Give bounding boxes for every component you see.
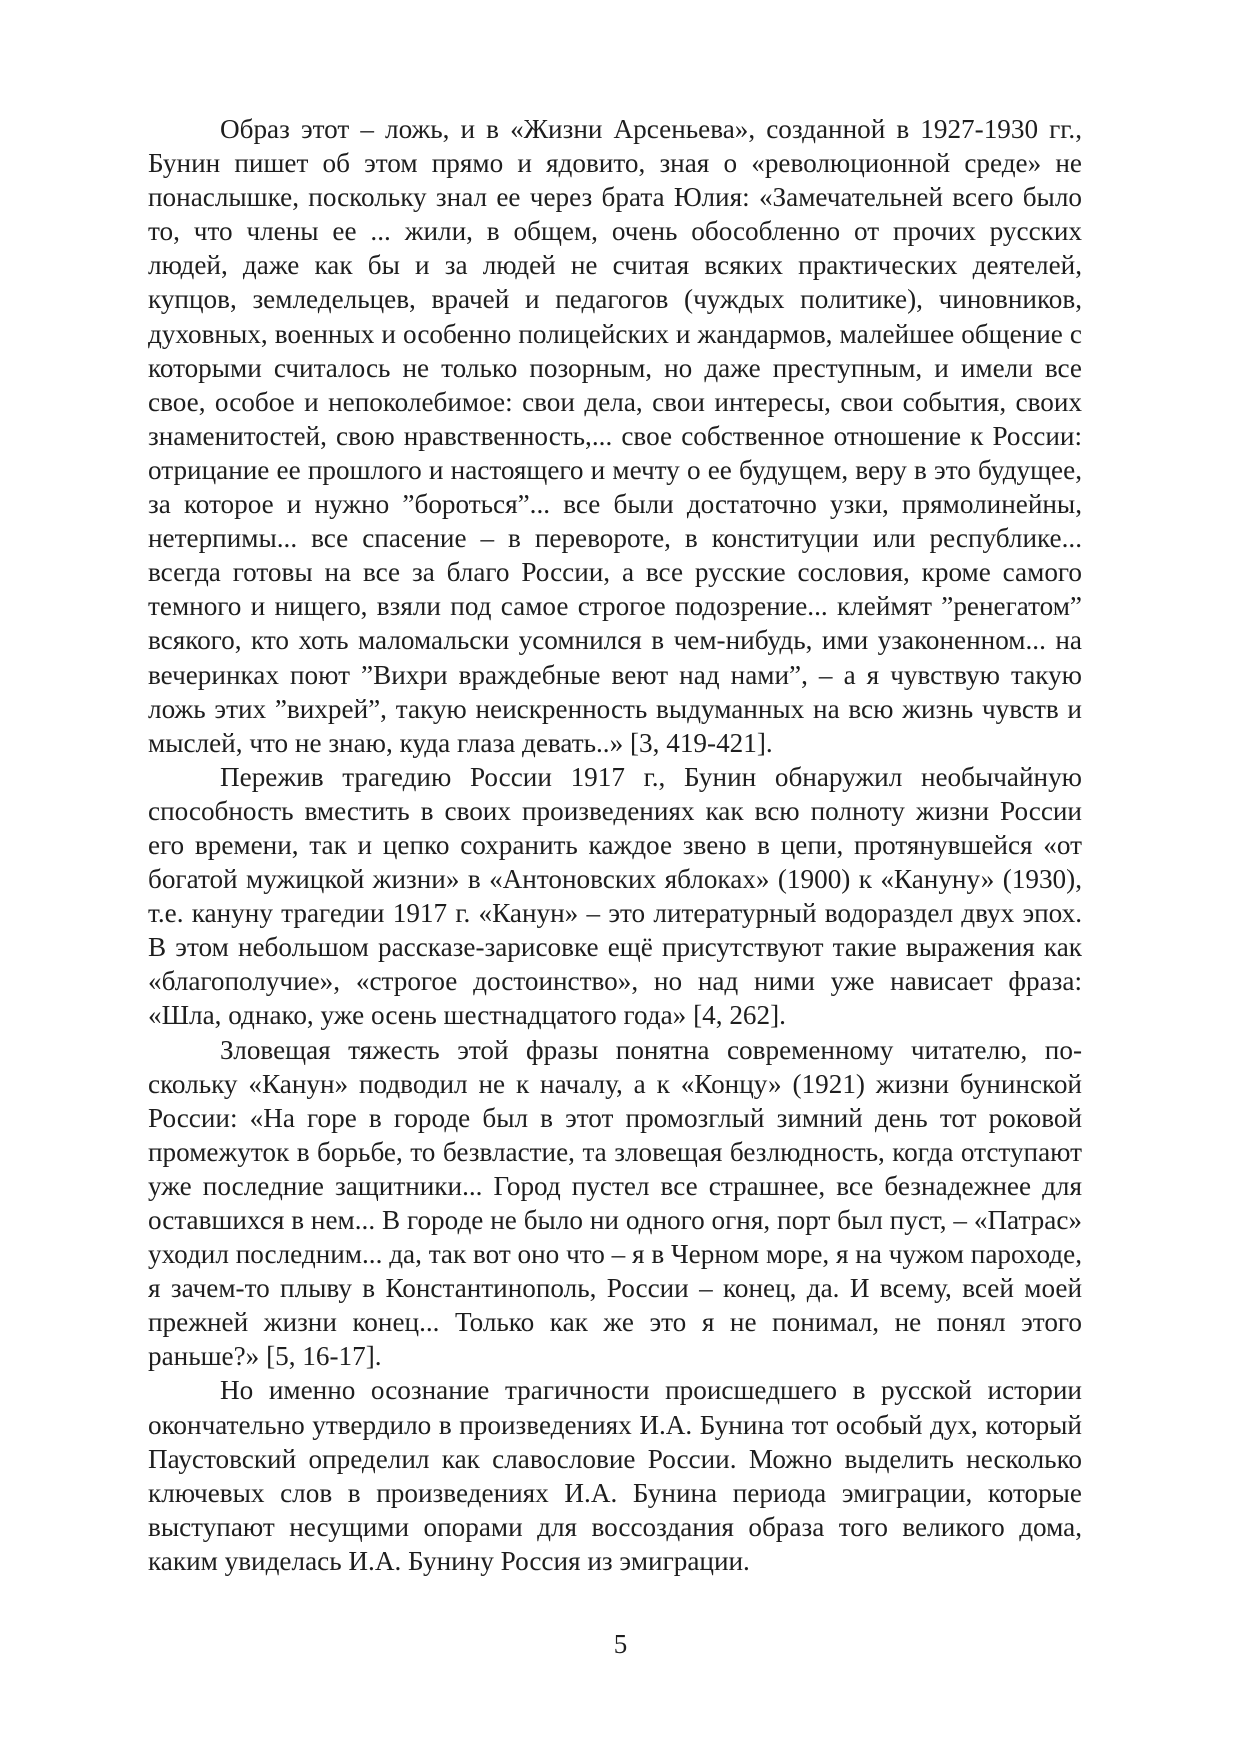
page-number: 5 bbox=[613, 1629, 628, 1659]
paragraph-2: Пережив трагедию России 1917 г., Бунин обнаружил необычайную способность вместить в своих произведениях как всю полноту жизни России его времени, так и цепко сохранить каждое звено в цепи, протянувшейся «от богатой мужицкой жизни» в «Антоновских яблоках» (1900) к «Кануну» (1930), т.е. кануну трагедии 1917 г. «Канун» – это литературный водораздел двух эпох. В этом небольшом рассказе-зарисовке ещё присутствуют такие выражения как «благополучие», «строгое достоинство», но над ними уже нависает фраза: «Шла, однако, уже осень шестнадцатого года» [4, 262]. bbox=[148, 761, 1082, 1031]
body-text bbox=[148, 112, 1082, 1578]
paragraph-4: Но именно осознание трагичности происшедшего в русской истории окончательно утвердило в произведениях И.А. Бунина тот особый дух, который Паустовский определил как славословие России. Можно выделить несколько ключевых слов в произведениях И.А. Бунина периода эмиграции, которые выступают несущими опорами для воссоздания образа того великого дома, каким увиделась И.А. Бунину Россия из эмиграции. bbox=[148, 1375, 1082, 1576]
paragraph-3: Зловещая тяжесть этой фразы понятна современному читателю, поскольку «Канун» подводил не к началу, а к «Концу» (1921) жизни бунинской России: «На горе в городе был в этот промозглый зимний день тот роковой промежуток в борьбе, то безвластие, та зловещая безлюдность, когда отступают уже последние защитники... Город пустел все страшнее, все безнадежнее для оставшихся в нем... В городе не было ни одного огня, порт был пуст, – «Патрас» уходил последним... да, так вот оно что – я в Черном море, я на чужом пароходе, я зачем-то плыву в Константинополь, России – конец, да. И всему, всей моей прежней жизни конец... Только как же это я не понимал, не понял этого раньше?» [5, 16-17]. bbox=[148, 1034, 1082, 1372]
paragraph-1: Образ этот – ложь, и в «Жизни Арсеньева», созданной в 1927-1930 гг., Бунин пишет об этом прямо и ядовито, зная о «революционной среде» не понаслышке, поскольку знал ее через брата Юлия: «Замечательней всего было то, что члены ее ... жили, в общем, очень обособленно от прочих русских людей, даже как бы и за людей не считая всяких практических деятелей, купцов, земледельцев, врачей и педагогов (чуждых политике), чиновников, духовных, военных и особенно полицейских и жандармов, малейшее общение с которыми считалось не только позорным, но даже преступным, и имели все свое, особое и непоколебимое: свои дела, свои интересы, свои события, своих знаменитостей, свою нравственность,... свое собственное отношение к России: отрицание ее прошлого и настоящего и мечту о ее будущем, веру в это будущее, за которое и нужно ”бороться”... все были достаточно узки, прямолинейны, нетерпимы... все спасение – в перевороте, в конституции или республике... всегда готовы на все за благо России, а все русские сословия, кроме самого темного и нищего, взяли под самое строгое подозрение... клеймят ”ренегатом” всякого, кто хоть маломальски усомнился в чем-нибудь, ими узаконенном... на вечеринках поют ”Вихри враждебные веют над нами”, – а я чувствую такую ложь этих ”вихрей”, такую неискренность выдуманных на всю жизнь чувств и мыслей, что не знаю, куда глаза девать..» [3, 419-421]. bbox=[148, 114, 1082, 758]
